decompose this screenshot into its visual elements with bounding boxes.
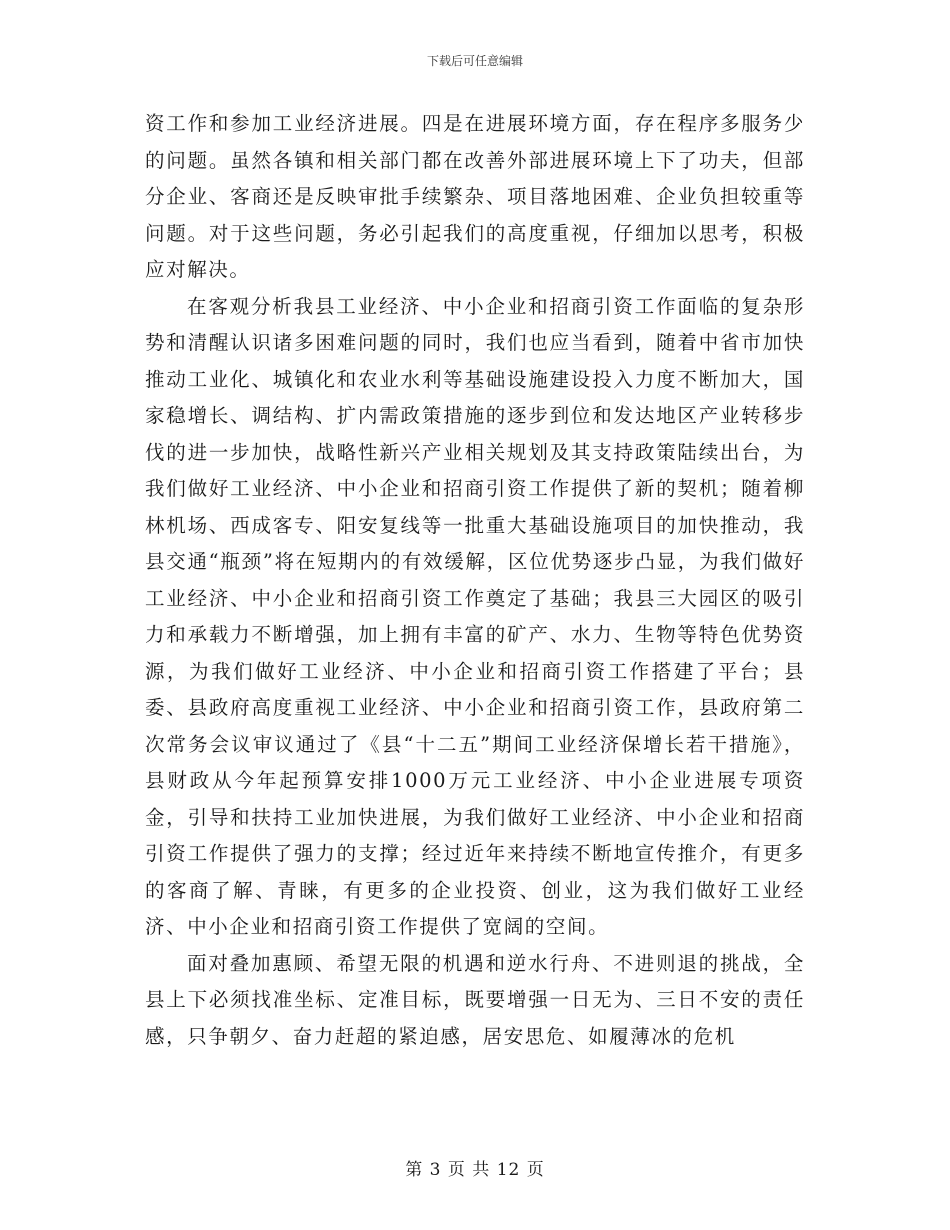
paragraph-continuation: 资工作和参加工业经济进展。四是在进展环境方面，存在程序多服务少的问题。虽然各镇和相关部门都在改善外部进展环境上下了功夫，但部分企业、客商还是反映审批手续繁杂、项目落地困难、企业负担较重等问题。对于这些问题，务必引起我们的高度重视，仔细加以思考，积极应对解决。 <box>145 112 805 281</box>
paragraph-opportunities: 在客观分析我县工业经济、中小企业和招商引资工作面临的复杂形势和清醒认识诸多困难问题的同时，我们也应当看到，随着中省市加快推动工业化、城镇化和农业水利等基础设施建设投入力度不断加大，国家稳增长、调结构、扩内需政策措施的逐步到位和发达地区产业转移步伐的进一步加快，战略性新兴产业相关规划及其支持政策陆续出台，为我们做好工业经济、中小企业和招商引资工作提供了新的契机；随着柳林机场、西成客专、阳安复线等一批重大基础设施项目的加快推动，我县交通“瓶颈”将在短期内的有效缓解，区位优势逐步凸显，为我们做好工业经济、中小企业和招商引资工作奠定了基础；我县三大园区的吸引力和承载力不断增强，加上拥有丰富的矿产、水力、生物等特色优势资源，为我们做好工业经济、中小企业和招商引资工作搭建了平台；县委、县政府高度重视工业经济、中小企业和招商引资工作，县政府第二次常务会议审议通过了《县“十二五”期间工业经济保增长若干措施》，县财政从今年起预算安排1000万元工业经济、中小企业进展专项资金，引导和扶持工业加快进展，为我们做好工业经济、中小企业和招商引资工作提供了强力的支撑；经过近年来持续不断地宣传推介，有更多的客商了解、青睐，有更多的企业投资、创业，这为我们做好工业经济、中小企业和招商引资工作提供了宽阔的空间。 <box>145 294 805 938</box>
document-body <box>145 106 805 1055</box>
page-number-footer: 第 3 页 共 12 页 <box>405 1160 545 1180</box>
paragraph-challenges: 面对叠加惠顾、希望无限的机遇和逆水行舟、不进则退的挑战，全县上下必须找准坐标、定准目标，既要增强一日无为、三日不安的责任感，只争朝夕、奋力赶超的紧迫感，居安思危、如履薄冰的危机 <box>145 951 805 1048</box>
page-header: 下载后可任意编辑 <box>426 54 523 68</box>
